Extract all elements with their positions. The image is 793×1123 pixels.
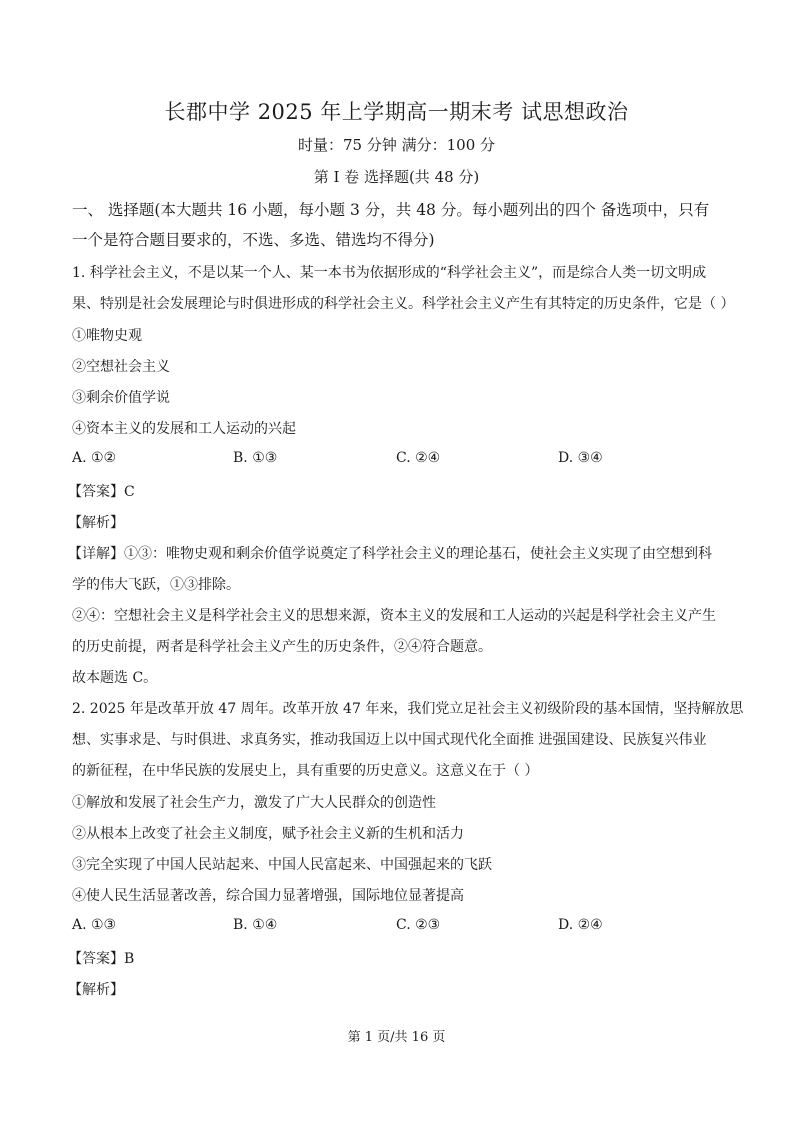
q1-option-b: B. ①③ [233,450,278,466]
q2-item-1: ①解放和发展了社会生产力，激发了广大人民群众的创造性 [72,795,436,811]
q1-item-2: ②空想社会主义 [72,359,170,375]
q2-option-a: A. ①③ [72,917,117,933]
q1-detail-line1: 【详解】①③：唯物史观和剩余价值学说奠定了科学社会主义的理论基石，使社会主义实现了由空想到科 [68,546,712,562]
q2-option-d: D. ②④ [558,917,603,933]
q2-item-4: ④使人民生活显著改善，综合国力显著增强，国际地位显著提高 [72,888,464,904]
volume-heading: 第 I 卷 选择题(共 48 分) [313,168,480,186]
q2-option-c: C. ②③ [396,917,441,933]
q1-analysis-label: 【解析】 [68,515,124,531]
page-footer: 第 1 页/共 16 页 [347,1030,446,1045]
q2-stem-line3: 的新征程，在中华民族的发展史上，具有重要的历史意义。这意义在于（ ） [72,763,539,779]
q2-stem-line1: 2. 2025 年是改革开放 47 周年。改革开放 47 年来，我们党立足社会主义初级阶段的基本国情，坚持解放思 [72,701,744,717]
q2-analysis-label: 【解析】 [68,982,124,998]
q2-item-3: ③完全实现了中国人民站起来、中国人民富起来、中国强起来的飞跃 [72,857,492,873]
q1-option-a: A. ①② [72,450,117,466]
section-instruction-line1: 一、 选择题(本大题共 16 小题，每小题 3 分，共 48 分。每小题列出的四个 备选项中，只有 [72,201,710,219]
q1-item-1: ①唯物史观 [72,328,142,344]
q1-item-4: ④资本主义的发展和工人运动的兴起 [72,421,296,437]
page-title: 长郡中学 2025 年上学期高一期末考 试思想政治 [164,100,629,124]
time-info: 时量：75 分钟 满分：100 分 [297,136,496,154]
q2-item-2: ②从根本上改变了社会主义制度，赋予社会主义新的生机和活力 [72,826,464,842]
q2-stem-line2: 想、实事求是、与时俱进、求真务实，推动我国迈上以中国式现代化全面推 进强国建设、民族复兴伟业 [72,732,707,748]
q1-detail-line2: 学的伟大飞跃，①③排除。 [72,577,240,593]
q1-stem-line2: 果、特别是社会发展理论与时俱进形成的科学社会主义。科学社会主义产生有其特定的历史条件，它是（ ） [72,296,735,312]
q1-detail-line4: 的历史前提，两者是科学社会主义产生的历史条件，②④符合题意。 [72,639,492,655]
q2-answer: 【答案】B [68,951,135,967]
q1-conclusion: 故本题选 C。 [72,670,158,686]
q2-option-b: B. ①④ [233,917,278,933]
q1-item-3: ③剩余价值学说 [72,390,170,406]
q1-stem-line1: 1. 科学社会主义，不是以某一个人、某一本书为依据形成的“科学社会主义”，而是综合人类一切文明成 [72,265,707,281]
q1-detail-line3: ②④：空想社会主义是科学社会主义的思想来源，资本主义的发展和工人运动的兴起是科学社会主义产生 [72,608,716,624]
section-instruction-line2: 一个是符合题目要求的，不选、多选、错选均不得分) [72,231,435,249]
q1-option-c: C. ②④ [396,450,441,466]
q1-answer: 【答案】C [68,484,135,500]
q1-option-d: D. ③④ [558,450,603,466]
